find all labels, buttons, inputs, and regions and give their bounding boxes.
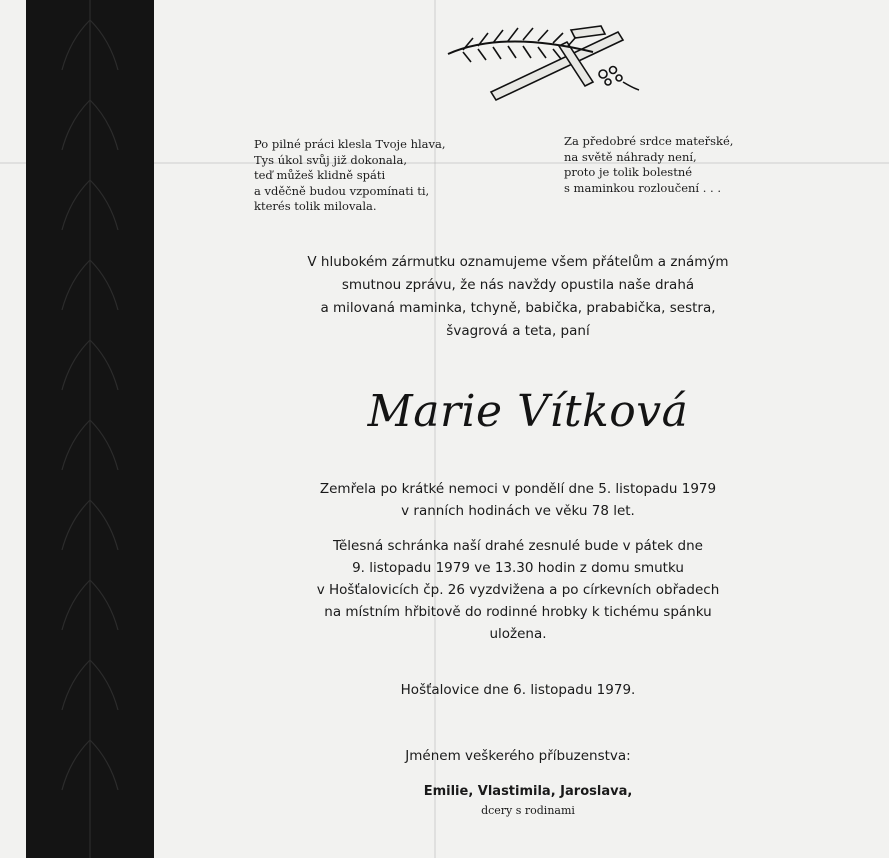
cross-with-palm-icon: [443, 22, 643, 104]
relatives-label: [200, 745, 836, 767]
announcement-line: V hlubokém zármutku oznamujeme všem přátelům a známým: [307, 254, 729, 270]
funeral-notice-line: na místním hřbitově do rodinné hrobky k tichému spánku: [324, 604, 712, 620]
death-notice-line: v ranních hodinách ve věku 78 let.: [401, 503, 635, 519]
funeral-notice-line: v Hošťalovicích čp. 26 vyzdvižena a po církevních obřadech: [316, 582, 720, 598]
funeral-notice: [200, 535, 836, 645]
deceased-name: Marie Vítková: [367, 386, 689, 437]
leaf-pattern-icon: [26, 0, 154, 858]
verse-right-line: Za předobré srdce mateřské,: [564, 134, 734, 148]
announcement: [200, 251, 836, 343]
relatives-label-line: Jménem veškerého příbuzenstva:: [405, 748, 631, 764]
verse-left-line: teď můžeš klidně spáti: [254, 168, 386, 182]
verse-right: [564, 134, 733, 196]
relatives-suffix: dcery s rodinami: [481, 804, 575, 817]
verse-right-line: proto je tolik bolestné: [564, 165, 693, 179]
verse-left: [254, 137, 446, 215]
announcement-line: a milovaná maminka, tchyně, babička, prababička, sestra,: [320, 300, 716, 316]
mourning-band: [26, 0, 154, 858]
verse-left-line: a vděčně budou vzpomínati ti,: [254, 183, 430, 198]
death-notice: [200, 478, 836, 522]
funeral-notice-line: Tělesná schránka naší drahé zesnulé bude v pátek dne: [333, 538, 703, 554]
funeral-notice-line: uložena.: [489, 626, 547, 642]
verse-left-line: Po pilné práci klesla Tvoje hlava,: [254, 137, 446, 151]
place-date-line: Hošťalovice dne 6. listopadu 1979.: [400, 682, 636, 698]
verse-left-line: Tys úkol svůj již dokonala,: [254, 152, 407, 167]
place-date: [200, 679, 836, 701]
verse-right-line: na světě náhrady není,: [564, 149, 697, 164]
death-notice-line: Zemřela po krátké nemoci v pondělí dne 5. listopadu 1979: [319, 481, 717, 497]
announcement-line: smutnou zprávu, že nás navždy opustila naše drahá: [341, 277, 695, 293]
verse-left-line: kterés tolik milovala.: [254, 199, 377, 213]
announcement-line: švagrová a teta, paní: [446, 323, 590, 339]
relatives-names: Emilie, Vlastimila, Jaroslava,: [423, 784, 633, 799]
verse-right-line: s maminkou rozloučení . . .: [564, 180, 722, 195]
funeral-notice-line: 9. listopadu 1979 ve 13.30 hodin z domu smutku: [352, 560, 684, 576]
